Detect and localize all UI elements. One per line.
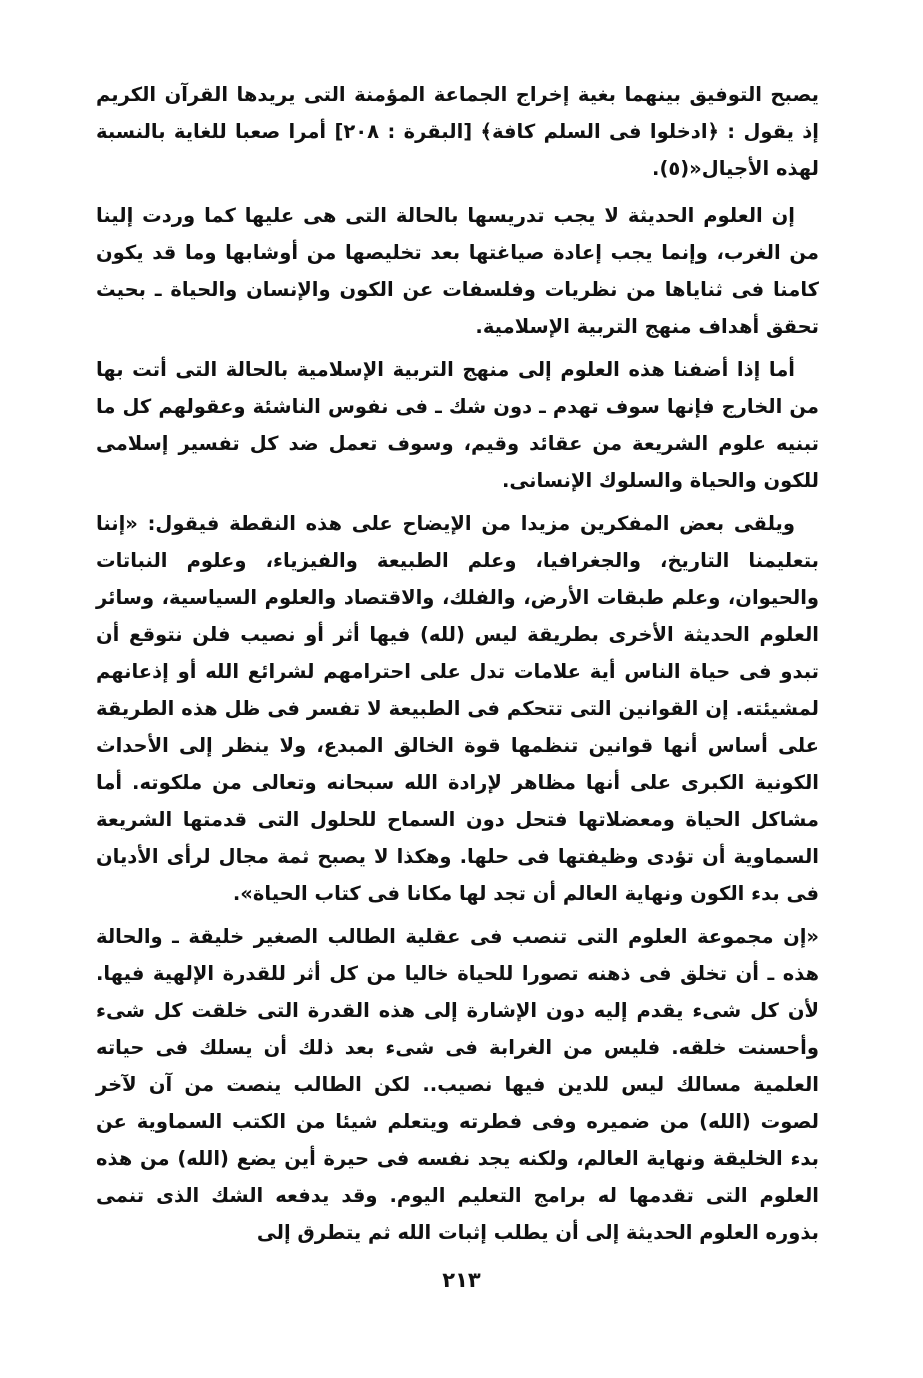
body-text: [96, 76, 819, 1257]
paragraph-3: أما إذا أضفنا هذه العلوم إلى منهج التربية الإسلامية بالحالة التى أتت بها من الخارج فإنها سوف تهدم ـ دون شك ـ فى نفوس الناشئة وعقولهم كل ما تبنيه علوم الشريعة من عقائد وقيم، وسوف تعمل ضد كل تفسير إسلامى للكون والحياة والسلوك الإنسانى.: [96, 358, 819, 492]
paragraph-2: إن العلوم الحديثة لا يجب تدريسها بالحالة التى هى عليها كما وردت إلينا من الغرب، وإنما يجب إعادة صياغتها بعد تخليصها من أوشابها وما قد يكون كامنا فى ثناياها من نظريات وفلسفات عن الكون والإنسان والحياة ـ بحيث تحقق أهداف منهج التربية الإسلامية.: [96, 204, 819, 338]
paragraph-4: ويلقى بعض المفكرين مزيدا من الإيضاح على هذه النقطة فيقول: «إننا بتعليمنا التاريخ، والجغرافيا، وعلم الطبيعة والفيزياء، وعلوم النباتات والحيوان، وعلم طبقات الأرض، والفلك، والاقتصاد والعلوم السياسية، وسائر العلوم الحديثة الأخرى بطريقة ليس (لله) فيها أثر أو نصيب فلن نتوقع أن تبدو فى حياة الناس أية علامات تدل على احترامهم لشرائع الله أو إذعانهم لمشيئته. إن القوانين التى تتحكم فى الطبيعة لا تفسر فى ظل هذه الطريقة على أساس أنها قوانين تنظمها قوة الخالق المبدع، ولا ينظر إلى الأحداث الكونية الكبرى على أنها مظاهر لإرادة الله سبحانه وتعالى من ملكوته. أما مشاكل الحياة ومعضلاتها فتحل دون السماح للحلول التى قدمتها الشريعة السماوية أن تؤدى وظيفتها فى حلها. وهكذا لا يصبح ثمة مجال لرأى الأديان فى بدء الكون ونهاية العالم أن تجد لها مكانا فى كتاب الحياة».: [96, 512, 819, 905]
paragraph-1: يصبح التوفيق بينهما بغية إخراج الجماعة المؤمنة التى يريدها القرآن الكريم إذ يقول : ﴿ادخلوا فى السلم كافة﴾ [البقرة : ٢٠٨] أمرا صعبا للغاية بالنسبة لهذه الأجيال«(٥).: [96, 83, 819, 180]
paragraph-5: «إن مجموعة العلوم التى تنصب فى عقلية الطالب الصغير خليقة ـ والحالة هذه ـ أن تخلق فى ذهنه تصورا للحياة خاليا من كل أثر للقدرة الإلهية فيها. لأن كل شىء يقدم إليه دون الإشارة إلى هذه القدرة التى خلقت كل شىء وأحسنت خلقه. فليس من الغرابة فى شىء بعد ذلك أن يسلك فى حياته العلمية مسالك ليس للدين فيها نصيب.. لكن الطالب ينصت من آن لآخر لصوت (الله) من ضميره وفى فطرته ويتعلم شيئا من الكتب السماوية عن بدء الخليقة ونهاية العالم، ولكنه يجد نفسه فى حيرة أين يضع (الله) من هذه العلوم التى تقدمها له برامج التعليم اليوم. وقد يدفعه الشك الذى تنمى بذوره العلوم الحديثة إلى أن يطلب إثبات الله ثم يتطرق إلى: [96, 925, 819, 1244]
page-number: ٢١٣: [442, 1268, 481, 1292]
